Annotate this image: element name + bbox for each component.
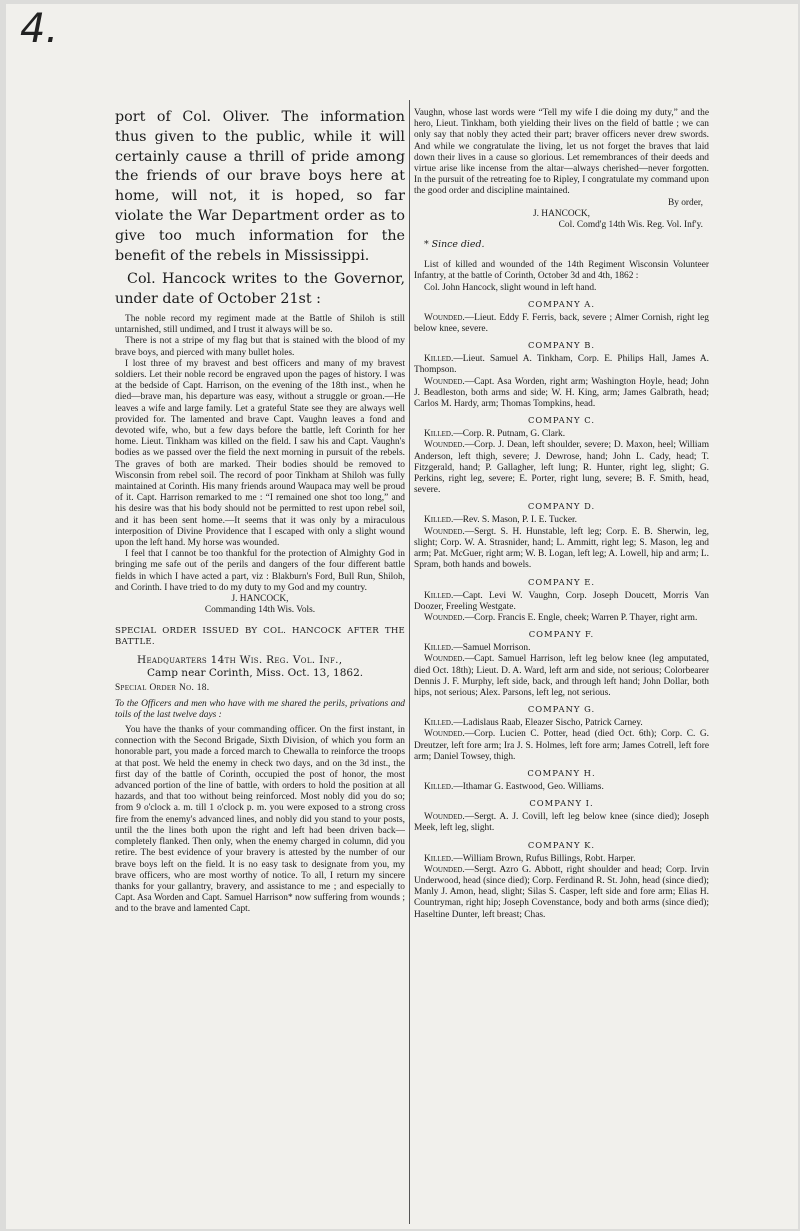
letter-paragraph: The noble record my regiment made at the Battle of Shiloh is still untarnished, still undimed, and I trust it always will be so. — [115, 313, 405, 336]
order-body: You have the thanks of your commanding officer. On the first instant, in connection with the Second Brigade, Sixth Division, of which you form an honorable part, you made a forced march to Chewalla to reinforce the troops at that post. We held the enemy in check two days, and on the 3d inst., the first day of the battle of Corinth, occupied the post of honor, the most advanced portion of the line of battle, with orders to hold the position at all hazards, and that too without being reinforced. Most nobly did you do so; from 9 o'clock a. m. till 1 o'clock p. m. you were exposed to a strong cross fire from the enemy's advanced lines, and nobly did you stand to your posts, until the the lines both upon the right and left had been driven back—completely flanked. Then only, when the enemy charged in column, did you retire. The best evidence of your bravery is attested by the number of our brave boys left on the field. It is no easy task to designate from you, my brave officers, who are most worthy of notice. To all, I return my sincere thanks for your gallantry, bravery, and assistance to me ; and especially to Capt. Asa Worden and Capt. Samuel Harrison* now suffering from wounds ; and to the brave and lamented Capt. — [115, 725, 405, 915]
camp-line: Camp near Corinth, Miss. Oct. 13, 1862. — [147, 666, 364, 679]
casualty-names: —Lieut. Samuel A. Tinkham, Corp. E. Philips Hall, James A. Thompson. — [414, 354, 709, 376]
signature-title: Col. Comd'g 14th Wis. Reg. Vol. Inf'y. — [558, 220, 703, 231]
casualty-label: Wounded. — [424, 812, 465, 823]
company-heading: COMPANY F. — [528, 629, 595, 640]
casualty-names: —Sergt. Azro G. Abbott, right shoulder and head; Corp. Irvin Underwood, head (since died); Corp. Ferdinand R. St. John, head (since died); Manly J. Amon, head, slight; Silas S. Casper, left side and fore arm; Elias H. Countryman, right hip; Joseph Covenstance, body and both arms (since died); Haseltine Dunter, left breast; Chas. — [414, 864, 709, 920]
casualty-names: —Capt. Asa Worden, right arm; Washington Hoyle, head; John J. Beadleston, both arms and side; W. H. King, arm; James Galbrath, head; Carlos M. Hardy, arm; Thomas Tompkins, head. — [414, 376, 709, 410]
casualty-entry — [414, 729, 709, 763]
casualty-label: Killed. — [424, 354, 454, 365]
casualty-entry — [414, 865, 709, 921]
casualty-label: Wounded. — [424, 612, 465, 623]
casualty-names: —Corp. Francis E. Engle, cheek; Warren P. Thayer, right arm. — [464, 612, 698, 623]
casualty-entry — [414, 440, 709, 496]
casualty-entry — [414, 812, 709, 834]
list-title: List of killed and wounded of the 14th Regiment Wisconsin Volunteer Infantry, at the battle of Corinth, October 3d and 4th, 1862 : — [414, 260, 709, 282]
casualty-entry — [414, 591, 709, 613]
company-heading: COMPANY B. — [527, 340, 596, 351]
casualty-label: Wounded. — [424, 376, 465, 387]
company-heading: COMPANY I. — [529, 798, 594, 809]
company-heading: COMPANY G. — [527, 704, 596, 715]
casualty-names: —Capt. Samuel Harrison, left leg below knee (leg amputated, died Oct. 18th); Lieut. D. A. Ward, left arm and side, not serious; Colorbearer Dennis J. F. Murphy, left side, back, and through left hand; John Dollar, both hips, not serious; Alex. Parsons, left leg, not serious. — [414, 654, 709, 698]
intro-paragraph: port of Col. Oliver. The information thus given to the public, while it will certainly cause a thrill of pride among the friends of our brave boys here at home, will not, it is hoped, so far violate the War Department order as to give too much information for the benefit of the rebels in Mississippi. — [115, 109, 405, 264]
casualty-names: —Corp. R. Putnam, G. Clark. — [453, 429, 566, 440]
casualty-label: Killed. — [424, 643, 454, 654]
company-heading: COMPANY A. — [528, 298, 595, 309]
casualty-entry — [414, 429, 709, 440]
casualty-label: Wounded. — [424, 654, 465, 665]
casualty-label: Wounded. — [424, 312, 465, 323]
by-order: By order, — [667, 197, 703, 208]
casualty-names: —Lieut. Eddy F. Ferris, back, severe ; Almer Cornish, right leg below knee, severe. — [414, 312, 709, 335]
casualty-label: Wounded. — [424, 526, 465, 537]
casualty-names: —Ithamar G. Eastwood, Geo. Williams. — [453, 781, 604, 792]
casualty-names: —Corp. J. Dean, left shoulder, severe; D. Maxon, heel; William Anderson, left thigh, severe; J. Dewrose, hand; John L. Cady, head; T. Fitzgerald, hand; P. Gallagher, left lung; R. Hunter, right leg, slight; G. Perkins, right leg, severe; E. Porter, right lung, severe; B. F. Smith, head, severe. — [414, 440, 709, 496]
casualty-names: —Rev. S. Mason, P. I. E. Tucker. — [453, 515, 577, 526]
casualty-label: Wounded. — [424, 440, 465, 451]
signature-name: J. HANCOCK, — [231, 594, 289, 605]
letter-paragraph: There is not a stripe of my flag but that is stained with the blood of my brave boys, and pierced with many bullet holes. — [115, 336, 405, 358]
column-divider — [409, 100, 410, 1224]
page-number: 4. — [20, 6, 59, 52]
signature-title: Commanding 14th Wis. Vols. — [204, 605, 316, 616]
writes-paragraph: Col. Hancock writes to the Governor, under date of October 21st : — [115, 271, 405, 308]
casualty-entry — [414, 354, 709, 376]
letter-paragraph: I lost three of my bravest and best officers and many of my bravest soldiers. Let their noble record be engraved upon the pages of history. I was at the bedside of Capt. Harrison, on the evening of the 18th inst., when he died—brave man, his departure was easy, without a struggle or groan.—He leaves a wife and large family. Let a grateful State see they are always well provided for. The lamented and brave Capt. Vaughn leaves a fond and devoted wife, who, but a few days before the battle, left Corinth for her home. Lieut. Tinkham was killed on the field. I saw his and Capt. Vaughn's bodies as we passed over the field the next morning in pursuit of the rebels. The graves of both are marked. Their bodies should be removed to Wisconsin from rebel soil. The record of poor Tinkham at Shiloh was fully maintained at Corinth. His many friends around Waupaca may well be proud of it. Capt. Harrison remarked to me : “I remained one shot too long,” and his desire was that his body should not be permitted to rest upon rebel soil, and it has been sent home.—It seems that it was only by a miraculous interposition of Divine Providence that I escaped with only a slight wound upon the left hand. My horse was wounded. — [115, 358, 405, 549]
casualty-label: Killed. — [424, 781, 454, 792]
casualty-names: —Ladislaus Raab, Eleazer Sischo, Patrick Carney. — [453, 718, 643, 729]
signature-name: J. HANCOCK, — [532, 208, 591, 219]
special-order-heading: SPECIAL ORDER ISSUED BY COL. HANCOCK AFTER THE BATTLE. — [115, 626, 405, 648]
casualty-label: Killed. — [424, 429, 454, 440]
left-column — [115, 108, 405, 1224]
company-heading: COMPANY H. — [527, 767, 596, 778]
casualty-names: —Corp. Lucien C. Potter, head (died Oct. 6th); Corp. C. G. Dreutzer, left fore arm; Ira J. S. Holmes, left fore arm; James Cotrell, left fore arm; Daniel Towsey, thigh. — [414, 729, 709, 762]
casualty-names: —Sergt. A. J. Covill, left leg below knee (since died); Joseph Meek, left leg, slight. — [414, 812, 709, 834]
casualty-entry — [414, 527, 709, 572]
order-address: To the Officers and men who have with me shared the perils, privations and toils of the last twelve days : — [115, 698, 405, 720]
casualty-label: Killed. — [424, 590, 454, 601]
casualty-label: Wounded. — [424, 729, 465, 740]
right-column — [414, 108, 709, 1226]
colonel-wound: Col. John Hancock, slight wound in left hand. — [424, 282, 597, 293]
casualty-entry — [414, 854, 709, 865]
company-heading: COMPANY E. — [527, 576, 596, 587]
casualty-names: —Sergt. S. H. Hunstable, left leg; Corp. E. B. Sherwin, leg, slight; Corp. W. A. Strasnider, hand; L. Ammitt, right leg; S. Mason, leg and arm; Pat. McGuer, right arm; W. B. Logan, left leg; A. Lowell, hip and arm; L. Spram, both hands and bowels. — [414, 526, 709, 571]
casualty-entry — [414, 313, 709, 335]
casualty-entry — [414, 643, 709, 654]
casualty-names: —Capt. Levi W. Vaughn, Corp. Joseph Doucett, Morris Van Doozer, Freeling Westgate. — [414, 590, 709, 612]
continued-paragraph: Vaughn, whose last words were “Tell my wife I die doing my duty,” and the hero, Lieut. Tinkham, both yielding their lives on the field of battle ; we can only say that nobly they acted their part; braver officers never drew swords. And while we congratulate the living, let us not forget the braves that laid down their lives in a cause so glorious. Let remembrances of their deeds and virtue arise like incense from the altar—always cherished—never forgotten. In the pursuit of the retreating foe to Ripley, I congratulate my command upon the good order and discipline maintained. — [414, 108, 709, 197]
company-heading: COMPANY D. — [527, 501, 596, 512]
casualty-names: —Samuel Morrison. — [453, 643, 531, 654]
casualty-list — [414, 299, 709, 921]
headquarters-line: Headquarters 14th Wis. Reg. Vol. Inf., — [137, 654, 343, 667]
casualty-label: Killed. — [424, 853, 454, 864]
casualty-entry — [414, 515, 709, 526]
casualty-entry — [414, 613, 709, 624]
casualty-names: —William Brown, Rufus Billings, Robt. Harper. — [453, 853, 636, 864]
letter-paragraph: I feel that I cannot be too thankful for the protection of Almighty God in bringing me safe out of the perils and dangers of the four different battle fields in which I have acted a part, viz : Blakburn's Ford, Bull Run, Shiloh, and Corinth. I have tried to do my duty to my God and my country. — [115, 549, 405, 593]
casualty-entry — [414, 718, 709, 729]
casualty-entry — [414, 654, 709, 699]
casualty-label: Wounded. — [424, 864, 465, 875]
casualty-label: Killed. — [424, 515, 454, 526]
company-heading: COMPANY K. — [527, 839, 596, 850]
company-heading: COMPANY C. — [527, 415, 596, 426]
footnote: * Since died. — [424, 239, 485, 251]
order-number: Special Order No. 18. — [115, 683, 210, 694]
casualty-entry — [414, 782, 709, 793]
newspaper-page — [6, 4, 798, 1229]
casualty-label: Killed. — [424, 718, 454, 729]
casualty-entry — [414, 377, 709, 411]
